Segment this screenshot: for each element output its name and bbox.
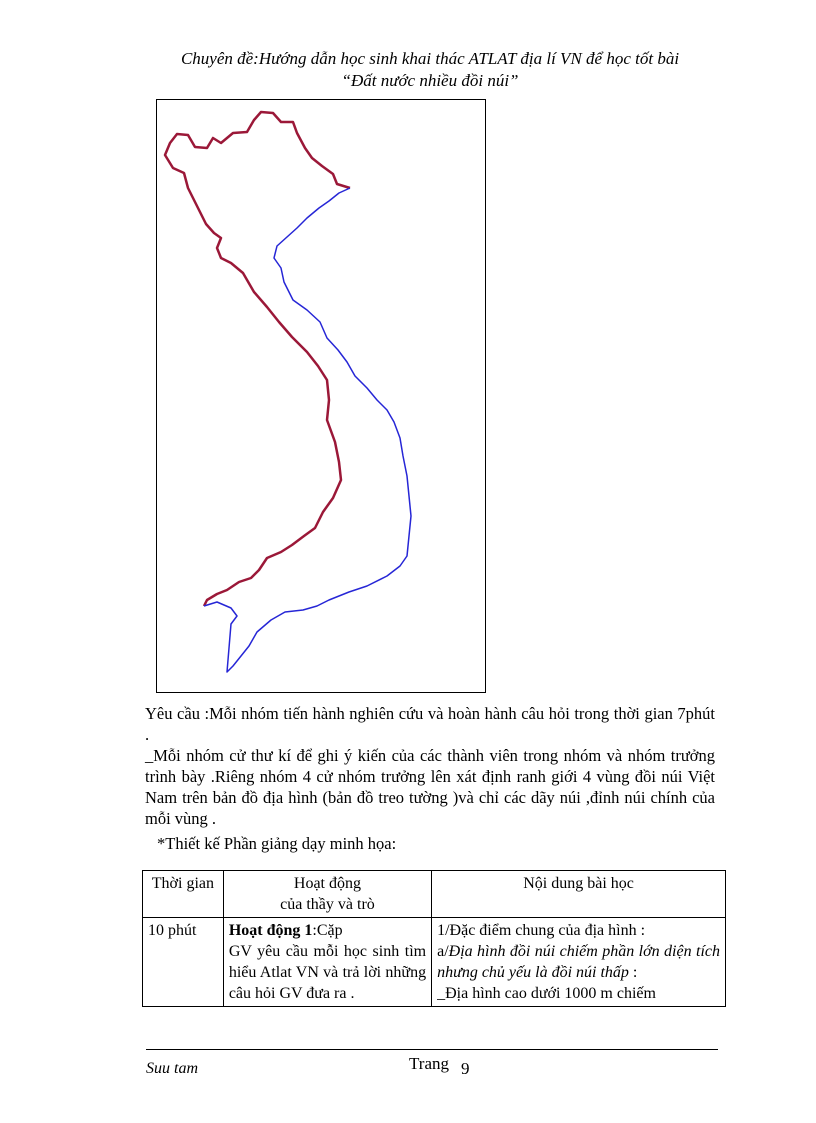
activity-title-suffix: :Cặp [312, 922, 343, 939]
content-italic: Địa hình đồi núi chiếm phần lớn diện tích nhưng chủ yếu là đồi núi thấp [437, 943, 720, 981]
design-heading: *Thiết kế Phần giảng dạy minh họa: [157, 834, 397, 853]
content-line: _Địa hình cao dưới 1000 m chiếm [437, 985, 656, 1002]
cell-activity [223, 918, 431, 1007]
activity-title: Hoạt động 1 [228, 922, 313, 939]
activity-description: GV yêu cầu mỗi học sinh tìm hiểu Atlat VN và trả lời những câu hỏi GV đưa ra . [228, 943, 427, 1002]
content-point-a [437, 941, 720, 983]
page-header [100, 48, 760, 92]
header-line-2: “Đất nước nhiều đồi núi” [341, 71, 519, 90]
lesson-table [142, 870, 726, 1007]
header-time: Thời gian [143, 871, 224, 918]
requirement-paragraph: Yêu cầu :Mỗi nhóm tiến hành nghiên cứu và hoàn hành câu hỏi trong thời gian 7phút . [145, 704, 715, 744]
header-activity-line-2: của thầy và trò [280, 896, 375, 913]
land-border-line [165, 112, 350, 606]
page-label: Trang [409, 1054, 449, 1073]
footer-divider [146, 1049, 718, 1050]
header-content: Nội dung bài học [432, 871, 726, 918]
cell-time: 10 phút [143, 918, 224, 1007]
page-number: 9 [461, 1059, 470, 1078]
content-colon: : [628, 964, 638, 981]
content-heading: 1/Đặc điểm chung của địa hình : [437, 922, 646, 939]
footer-left: Suu tam [146, 1060, 198, 1077]
header-activity [223, 871, 431, 918]
coastline [204, 188, 411, 672]
body-text [145, 703, 715, 854]
content-prefix: a/ [437, 943, 449, 960]
header-activity-line-1: Hoạt động [293, 875, 361, 892]
table-header-row [143, 871, 726, 918]
footer-page [409, 1054, 470, 1078]
table-row [143, 918, 726, 1007]
header-line-1: Chuyên đề:Hướng dẫn học sinh khai thác ATLAT địa lí VN để học tốt bài [180, 49, 680, 68]
vietnam-map [156, 99, 486, 693]
group-instruction-paragraph: _Mỗi nhóm cử thư kí để ghi ý kiến của các thành viên trong nhóm và nhóm trưởng trình bày .Riêng nhóm 4 cử nhóm trưởng lên xát định ranh giới 4 vùng đồi núi Việt Nam trên bản đồ địa hình (bản đồ treo tường )và chỉ các dãy núi ,đỉnh núi chính của mỗi vùng . [145, 746, 715, 828]
vietnam-outline-map-icon [157, 100, 485, 692]
cell-content [432, 918, 726, 1007]
